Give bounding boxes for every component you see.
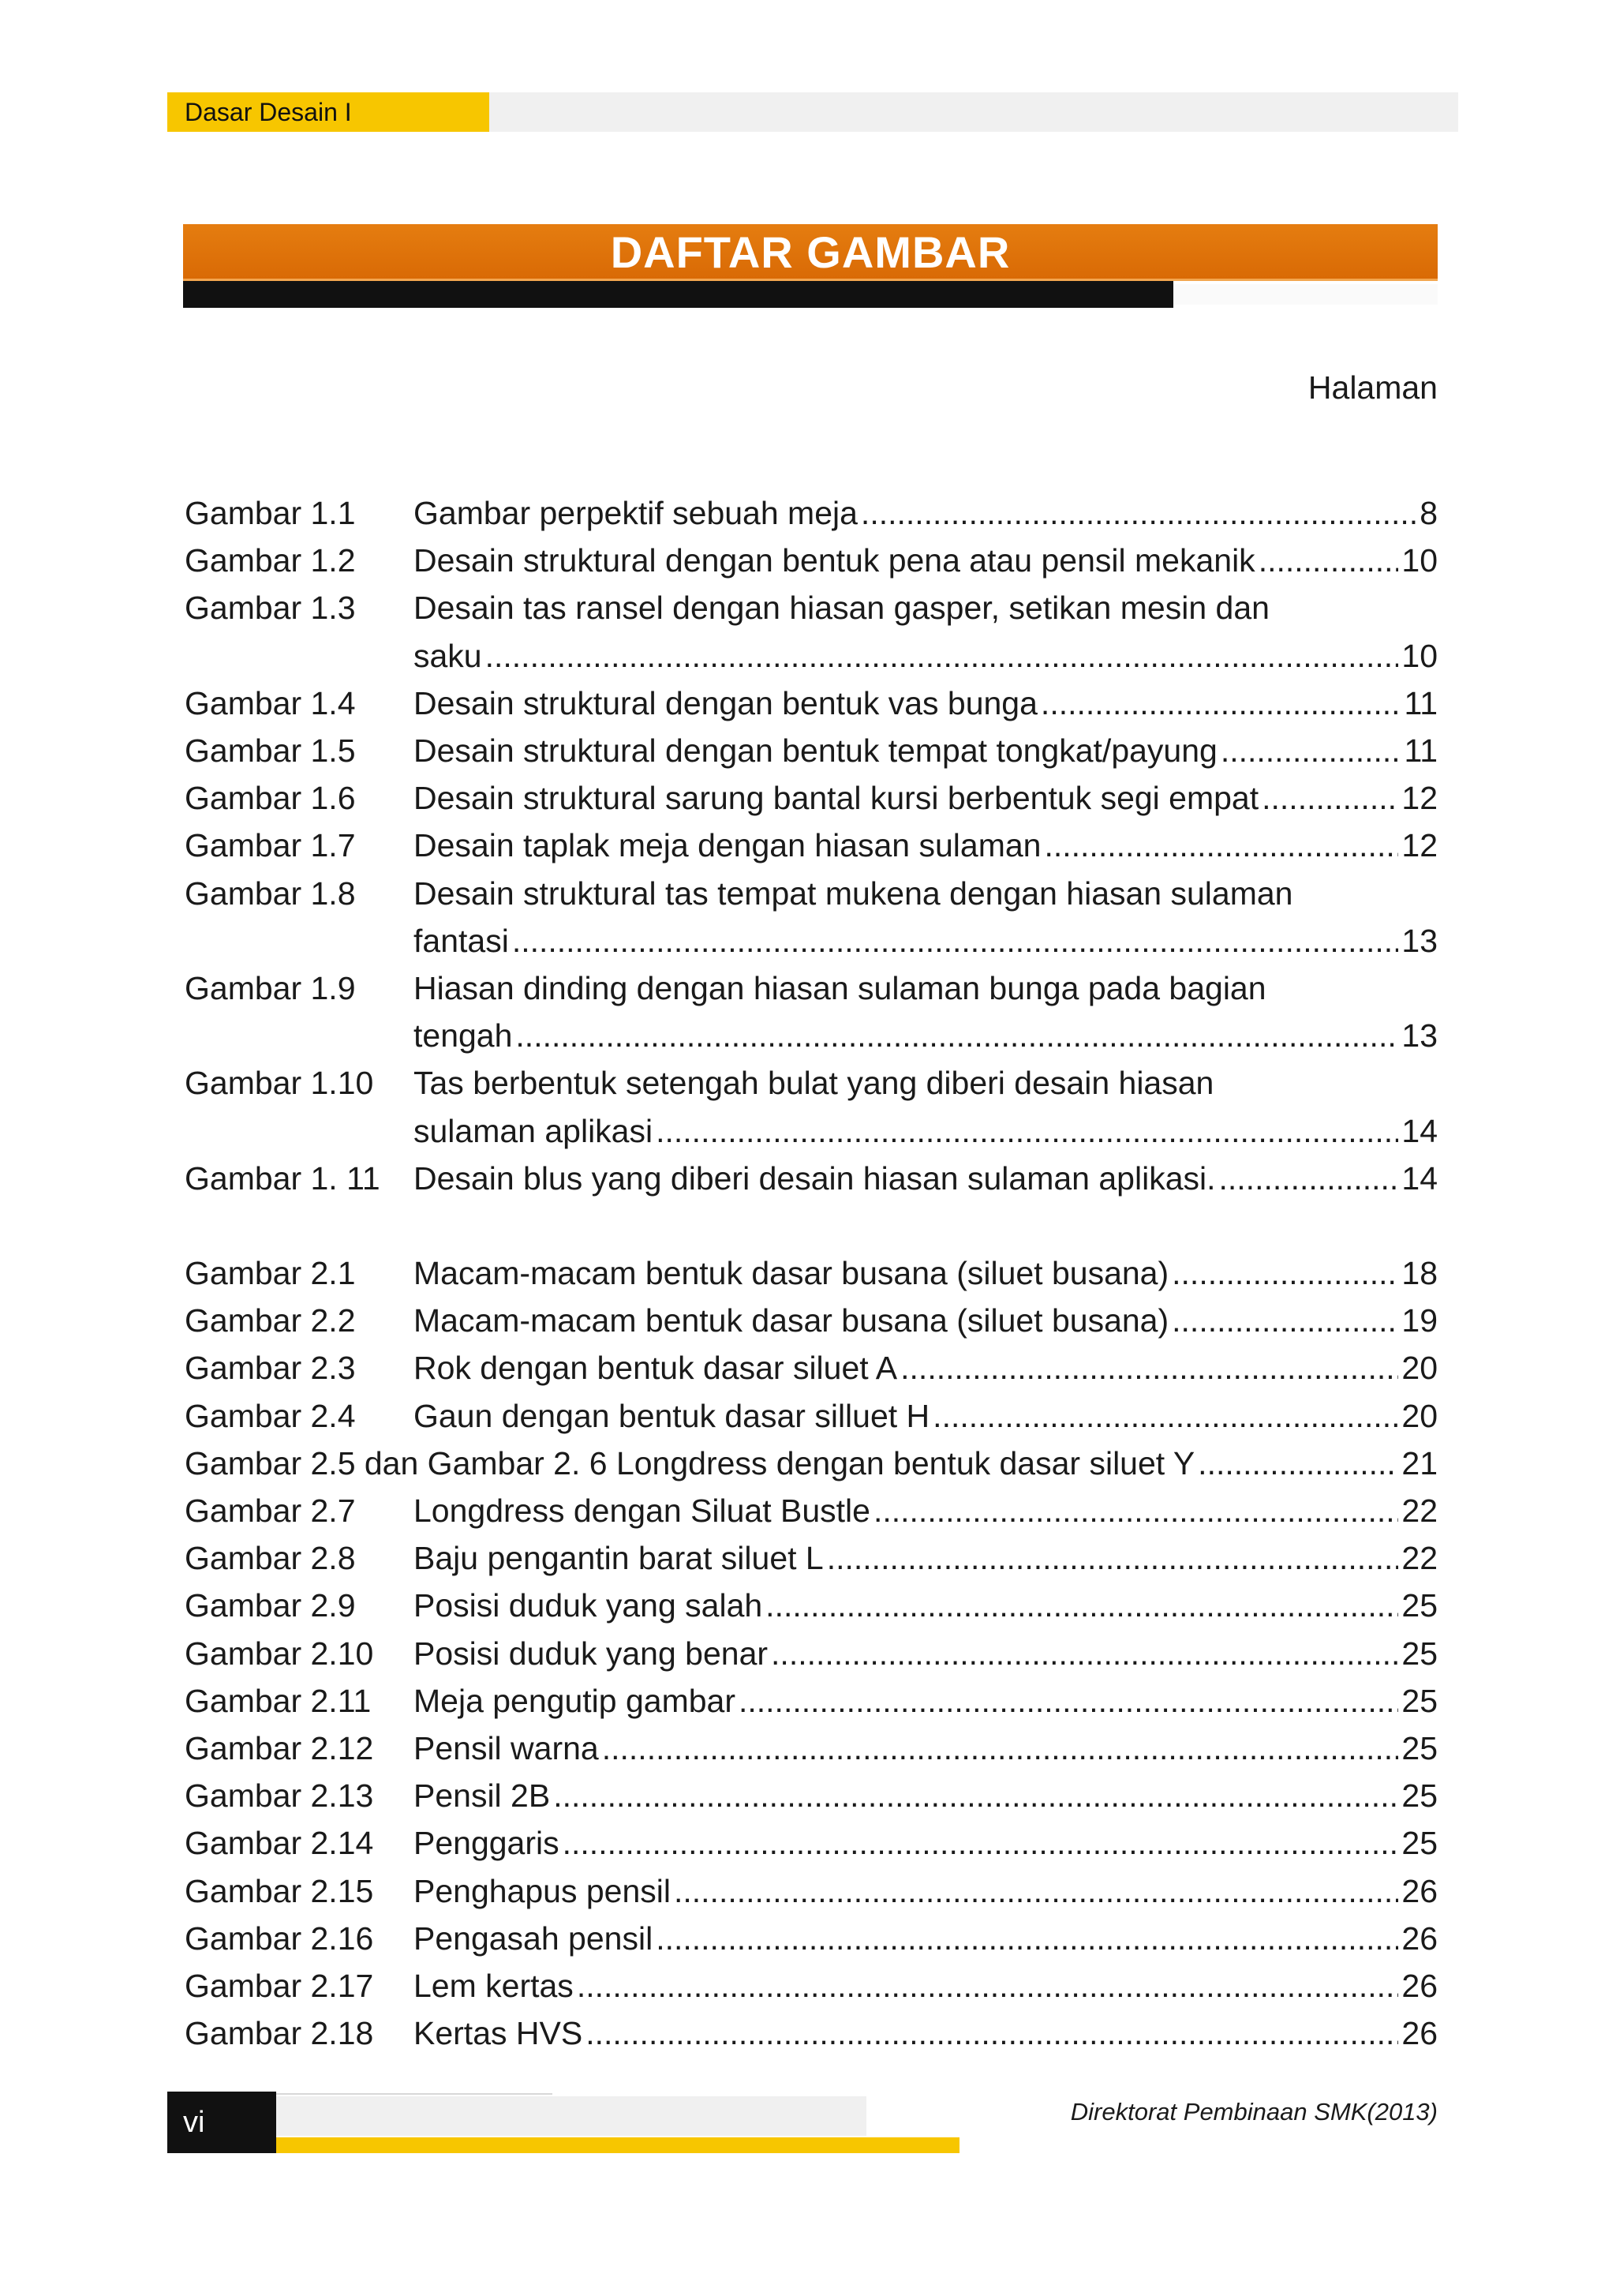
- entry-title-line: [413, 727, 1438, 774]
- entry-label: Gambar 2.10: [185, 1635, 374, 1672]
- entry-page: 25: [1401, 1825, 1438, 1862]
- entry-label: Gambar 2.14: [185, 1825, 374, 1862]
- entry-title-line: Hiasan dinding dengan hiasan sulaman bunga pada bagian: [413, 970, 1266, 1007]
- entry-label: Gambar 2.4: [185, 1397, 356, 1434]
- figure-entry: [185, 1534, 1438, 1582]
- entry-content: [413, 1819, 1438, 1867]
- entry-page: 18: [1401, 1255, 1438, 1292]
- entry-content: [413, 1344, 1438, 1391]
- entry-page: 10: [1401, 637, 1438, 674]
- entry-title-line: [413, 1012, 1438, 1059]
- entry-page: 25: [1401, 1587, 1438, 1624]
- entry-content: [413, 870, 1438, 964]
- entry-content: [413, 1772, 1438, 1819]
- footer-accent-bar: [276, 2137, 960, 2153]
- figure-entry: [185, 1630, 1438, 1677]
- entry-label: Gambar 1. 11: [185, 1159, 380, 1197]
- entry-page: 14: [1401, 1112, 1438, 1149]
- footer-page-number: vi: [167, 2092, 276, 2153]
- entry-title: Pensil warna: [413, 1730, 599, 1767]
- entry-title: sulaman aplikasi: [413, 1112, 653, 1149]
- entry-label: Gambar 1.9: [185, 970, 356, 1007]
- entry-content: [413, 1155, 1438, 1202]
- entry-title-line: [413, 1534, 1438, 1582]
- entry-title-line: [413, 1915, 1438, 1962]
- dot-leader: [1259, 537, 1399, 584]
- dot-leader: [656, 1915, 1398, 1962]
- entry-page: 13: [1401, 1017, 1438, 1054]
- entry-label: Gambar 2.1: [185, 1255, 356, 1292]
- entry-content: [413, 1867, 1438, 1915]
- entry-title-line: [413, 632, 1438, 680]
- entry-title: Gaun dengan bentuk dasar silluet H: [413, 1397, 930, 1434]
- entry-title-line: [413, 489, 1438, 537]
- figure-entry: [185, 964, 1438, 1059]
- entry-content: [413, 537, 1438, 584]
- entry-page: 8: [1420, 495, 1438, 531]
- entry-label: Gambar 1.2: [185, 542, 356, 579]
- entry-title-line: [413, 1487, 1438, 1534]
- page-title: DAFTAR GAMBAR: [183, 224, 1438, 281]
- entry-title-line: [413, 822, 1438, 869]
- entry-content: [413, 1582, 1438, 1629]
- dot-leader: [512, 917, 1399, 964]
- entry-title: Penggaris: [413, 1825, 559, 1862]
- title-underline-accent: [1173, 284, 1438, 305]
- figure-entry: [185, 489, 1438, 537]
- entry-title: Kertas HVS: [413, 2015, 583, 2052]
- entry-title-line: [413, 1630, 1438, 1677]
- entry-content: [413, 1915, 1438, 1962]
- entry-page: 26: [1401, 1920, 1438, 1957]
- entry-title: Pensil 2B: [413, 1777, 551, 1815]
- dot-leader: [1044, 822, 1398, 869]
- entry-content: [413, 2009, 1438, 2057]
- entry-page: 13: [1401, 922, 1438, 959]
- entry-title: Desain blus yang diberi desain hiasan sulaman aplikasi.: [413, 1159, 1216, 1197]
- entry-title-line: [413, 774, 1438, 822]
- entry-label: Gambar 1.10: [185, 1065, 374, 1102]
- dot-leader: [1221, 727, 1401, 774]
- figure-entry: [185, 537, 1438, 584]
- figure-entry: [185, 584, 1438, 679]
- figure-entry: [185, 1249, 1438, 1297]
- entry-content: [413, 680, 1438, 727]
- entry-page: 26: [1401, 2015, 1438, 2052]
- entry-title: tengah: [413, 1017, 513, 1054]
- entry-title: Desain taplak meja dengan hiasan sulaman: [413, 827, 1042, 864]
- entry-title-line: [413, 1344, 1438, 1391]
- dot-leader: [771, 1630, 1398, 1677]
- figure-group-2: [185, 1249, 1438, 2057]
- figure-entry: [185, 1344, 1438, 1391]
- entry-page: 11: [1404, 732, 1438, 770]
- entry-content: [413, 1534, 1438, 1582]
- entry-content: [413, 727, 1438, 774]
- dot-leader: [900, 1344, 1398, 1391]
- figure-entry: [185, 774, 1438, 822]
- entry-page: 22: [1401, 1540, 1438, 1577]
- entry-title: Gambar 2.5 dan Gambar 2. 6 Longdress dengan bentuk dasar siluet Y: [185, 1444, 1195, 1481]
- dot-leader: [827, 1534, 1399, 1582]
- dot-leader: [765, 1582, 1398, 1629]
- entry-content: [413, 1630, 1438, 1677]
- entry-label: Gambar 2.17: [185, 1968, 374, 2005]
- figure-entry: [185, 1487, 1438, 1534]
- entry-content: [413, 1249, 1438, 1297]
- dot-leader: [1172, 1297, 1398, 1344]
- figure-entry: [185, 1772, 1438, 1819]
- entry-label: Gambar 2.2: [185, 1302, 356, 1339]
- entry-page: 20: [1401, 1397, 1438, 1434]
- group-spacer: [185, 1202, 1438, 1249]
- entry-page: 14: [1401, 1159, 1438, 1197]
- dot-leader: [674, 1867, 1398, 1915]
- entry-label: Gambar 2.8: [185, 1540, 356, 1577]
- entry-content: [413, 1677, 1438, 1725]
- figure-entry: [185, 1392, 1438, 1440]
- entry-title: Desain struktural dengan bentuk vas bunga: [413, 684, 1038, 721]
- entry-content: [413, 1725, 1438, 1772]
- entry-title: Baju pengantin barat siluet L: [413, 1540, 824, 1577]
- entry-label: Gambar 2.3: [185, 1350, 356, 1387]
- header-section-label: Dasar Desain I: [167, 92, 489, 132]
- entry-title: Macam-macam bentuk dasar busana (siluet busana): [413, 1255, 1169, 1292]
- entry-page: 22: [1401, 1493, 1438, 1530]
- entry-title: Longdress dengan Siluat Bustle: [413, 1493, 870, 1530]
- entry-title-line: [413, 680, 1438, 727]
- entry-title: Meja pengutip gambar: [413, 1682, 735, 1719]
- entry-content: [413, 584, 1438, 679]
- entry-label: Gambar 1.6: [185, 780, 356, 817]
- entry-title: Lem kertas: [413, 1968, 574, 2005]
- entry-title: Rok dengan bentuk dasar siluet A: [413, 1350, 898, 1387]
- footer-bar: [276, 2096, 866, 2136]
- entry-label: Gambar 1.1: [185, 495, 356, 531]
- entry-page: 19: [1401, 1302, 1438, 1339]
- entry-label: Gambar 2.11: [185, 1682, 372, 1719]
- dot-leader: [1041, 680, 1401, 727]
- dot-leader: [739, 1677, 1398, 1725]
- figure-entry: [185, 1677, 1438, 1725]
- entry-page: 11: [1404, 684, 1438, 721]
- entry-label: Gambar 1.4: [185, 684, 356, 721]
- entry-title: Posisi duduk yang benar: [413, 1635, 769, 1672]
- entry-title-line: [413, 1962, 1438, 2009]
- entry-label: Gambar 2.16: [185, 1920, 374, 1957]
- dot-leader: [602, 1725, 1399, 1772]
- dot-leader: [577, 1962, 1399, 2009]
- entry-title-line: Desain struktural tas tempat mukena dengan hiasan sulaman: [413, 875, 1293, 912]
- entry-label: Gambar 2.9: [185, 1587, 356, 1624]
- entry-page: 25: [1401, 1635, 1438, 1672]
- figure-entry: [185, 1915, 1438, 1962]
- entry-page: 25: [1401, 1682, 1438, 1719]
- figure-entry: [185, 1297, 1438, 1344]
- entry-label: Gambar 1.7: [185, 827, 356, 864]
- figure-entry: [185, 680, 1438, 727]
- entry-page: 21: [1401, 1444, 1438, 1481]
- dot-leader: [873, 1487, 1398, 1534]
- dot-leader: [1219, 1155, 1399, 1202]
- figure-entry: [185, 1819, 1438, 1867]
- entry-page: 26: [1401, 1968, 1438, 2005]
- dot-leader: [1198, 1440, 1398, 1487]
- entry-title: Gambar perpektif sebuah meja: [413, 495, 858, 531]
- entry-title-line: [413, 1867, 1438, 1915]
- footer-rule: [276, 2093, 552, 2095]
- entry-title-line: [413, 1677, 1438, 1725]
- entry-title: saku: [413, 637, 482, 674]
- dot-leader: [563, 1819, 1399, 1867]
- entry-page: 25: [1401, 1730, 1438, 1767]
- entry-title: Pengasah pensil: [413, 1920, 653, 1957]
- entry-title-line: [413, 1155, 1438, 1202]
- dot-leader: [515, 1012, 1398, 1059]
- entry-content: [413, 489, 1438, 537]
- entry-title-line: [413, 1392, 1438, 1440]
- figure-entry: [185, 1059, 1438, 1154]
- page-column-heading: Halaman: [1307, 369, 1438, 406]
- entry-title-line: [413, 1249, 1438, 1297]
- entry-page: 12: [1401, 827, 1438, 864]
- entry-title: Desain struktural dengan bentuk tempat tongkat/payung: [413, 732, 1218, 770]
- figure-entry: [185, 1440, 1438, 1487]
- entry-title: Desain struktural dengan bentuk pena atau pensil mekanik: [413, 542, 1255, 579]
- entry-title-line: [185, 1440, 1438, 1487]
- entry-title-line: [413, 1297, 1438, 1344]
- entry-title-line: [413, 1725, 1438, 1772]
- dot-leader: [1172, 1249, 1398, 1297]
- figure-entry: [185, 1867, 1438, 1915]
- entry-title-line: [413, 537, 1438, 584]
- figure-entry: [185, 1962, 1438, 2009]
- entry-page: 20: [1401, 1350, 1438, 1387]
- entry-label: Gambar 1.5: [185, 732, 356, 770]
- dot-leader: [933, 1392, 1398, 1440]
- entry-title: Posisi duduk yang salah: [413, 1587, 763, 1624]
- entry-content: [413, 1487, 1438, 1534]
- dot-leader: [485, 632, 1399, 680]
- entry-label: Gambar 1.8: [185, 875, 356, 912]
- entry-title: Penghapus pensil: [413, 1872, 671, 1909]
- figure-entry: [185, 1155, 1438, 1202]
- entry-title-line: [413, 2009, 1438, 2057]
- entry-content: [413, 964, 1438, 1059]
- entry-page: 25: [1401, 1777, 1438, 1815]
- entry-title: fantasi: [413, 922, 509, 959]
- entry-label: Gambar 2.13: [185, 1777, 374, 1815]
- entry-page: 12: [1401, 780, 1438, 817]
- dot-leader: [553, 1772, 1398, 1819]
- entry-label: Gambar 2.15: [185, 1872, 374, 1909]
- entry-content: [413, 1059, 1438, 1154]
- entry-title: Desain struktural sarung bantal kursi berbentuk segi empat: [413, 780, 1259, 817]
- dot-leader: [656, 1107, 1398, 1155]
- figure-entry: [185, 822, 1438, 869]
- figure-entry: [185, 1582, 1438, 1629]
- entry-title-line: [413, 917, 1438, 964]
- dot-leader: [861, 489, 1416, 537]
- dot-leader: [585, 2009, 1398, 2057]
- entry-title-line: [413, 1772, 1438, 1819]
- entry-title: Macam-macam bentuk dasar busana (siluet busana): [413, 1302, 1169, 1339]
- entry-content: [185, 1440, 1438, 1487]
- entry-content: [413, 1962, 1438, 2009]
- figure-entry: [185, 2009, 1438, 2057]
- entry-content: [413, 1297, 1438, 1344]
- entry-title-line: [413, 1582, 1438, 1629]
- entry-title-line: [413, 1819, 1438, 1867]
- figure-group-1: [185, 489, 1438, 1202]
- figure-entry: [185, 1725, 1438, 1772]
- figure-entry: [185, 727, 1438, 774]
- entry-label: Gambar 2.7: [185, 1493, 356, 1530]
- entry-label: Gambar 1.3: [185, 590, 356, 627]
- entry-label: Gambar 2.12: [185, 1730, 374, 1767]
- entry-title-line: Tas berbentuk setengah bulat yang diberi desain hiasan: [413, 1065, 1214, 1102]
- entry-title-line: Desain tas ransel dengan hiasan gasper, setikan mesin dan: [413, 590, 1270, 627]
- title-underline-bar: [183, 281, 1173, 308]
- figure-list: [185, 489, 1438, 2058]
- entry-content: [413, 774, 1438, 822]
- figure-entry: [185, 870, 1438, 964]
- dot-leader: [1262, 774, 1398, 822]
- entry-label: Gambar 2.18: [185, 2015, 374, 2052]
- footer-publisher: Direktorat Pembinaan SMK(2013): [1070, 2098, 1438, 2126]
- entry-content: [413, 1392, 1438, 1440]
- entry-title-line: [413, 1107, 1438, 1155]
- entry-content: [413, 822, 1438, 869]
- header-bar: [489, 92, 1458, 132]
- entry-page: 10: [1401, 542, 1438, 579]
- entry-page: 26: [1401, 1872, 1438, 1909]
